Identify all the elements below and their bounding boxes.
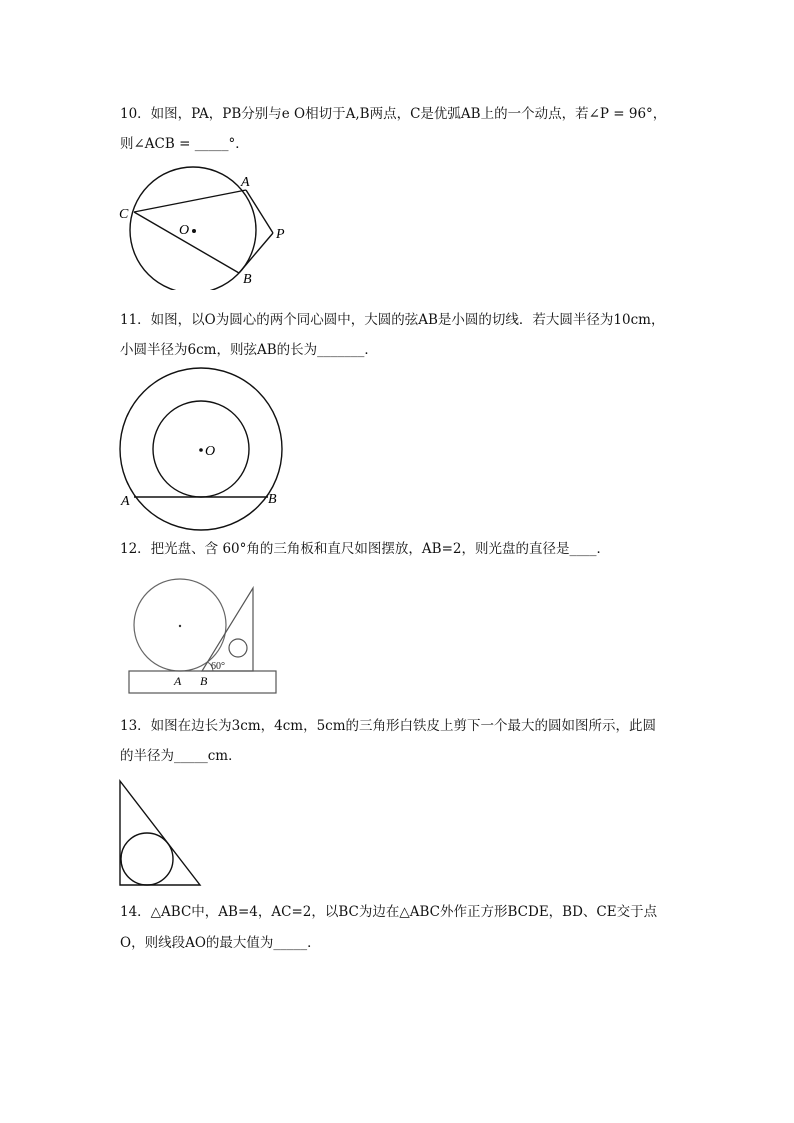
q11-label-b: B [268, 492, 277, 507]
q10-label-c: C [119, 207, 129, 222]
q11-line2: 小圆半径为6cm，则弦AB的长为_______． [120, 342, 378, 358]
q11-center-dot [199, 448, 203, 452]
q13-line1: 13．如图在边长为3cm，4cm，5cm的三角形白铁皮上剪下一个最大的圆如图所示，此圆 [120, 718, 657, 734]
q10-chord-ca [134, 190, 246, 212]
q10-line2: 则∠ACB = _____°． [120, 136, 249, 152]
q13-figure [115, 776, 207, 891]
q12-figure [124, 578, 282, 698]
q12-angle-label: 60° [211, 661, 225, 672]
q12-line1: 12．把光盘、含 60°角的三角板和直尺如图摆放，AB=2，则光盘的直径是____． [120, 541, 610, 557]
q11-label-o: O [205, 444, 216, 459]
q10-center-dot [192, 229, 196, 233]
q14-line1: 14．△ABC中，AB=4，AC=2，以BC为边在△ABC外作正方形BCDE，BD、CE交于点 [120, 904, 658, 920]
q12-set-square [202, 588, 253, 671]
q14-line2: O，则线段AO的最大值为_____． [120, 935, 321, 951]
q10-figure [112, 166, 302, 290]
q12-label-a: A [174, 674, 182, 688]
q13-line2: 的半径为_____cm． [120, 748, 242, 764]
q10-tangent-pa [246, 190, 273, 233]
q10-label-b: B [243, 272, 252, 287]
q11-line1: 11．如图，以O为圆心的两个同心圆中，大圆的弦AB是小圆的切线．若大圆半径为10cm， [120, 312, 665, 328]
q13-incircle [121, 833, 173, 885]
q13-triangle [120, 781, 200, 885]
q12-label-b: B [200, 674, 208, 688]
q10-label-o: O [179, 223, 190, 238]
q12-set-square-hole [229, 639, 247, 657]
q10-line1: 10．如图，PA，PB分别与e O相切于A,B两点，C是优弧AB上的一个动点，若∠P = 96°， [120, 106, 667, 122]
q11-figure [115, 365, 290, 535]
q11-label-a: A [121, 494, 130, 509]
q10-chord-cb [134, 212, 239, 273]
q10-label-p: P [276, 227, 285, 242]
q12-disc-center [179, 625, 181, 627]
q10-label-a: A [241, 175, 250, 190]
